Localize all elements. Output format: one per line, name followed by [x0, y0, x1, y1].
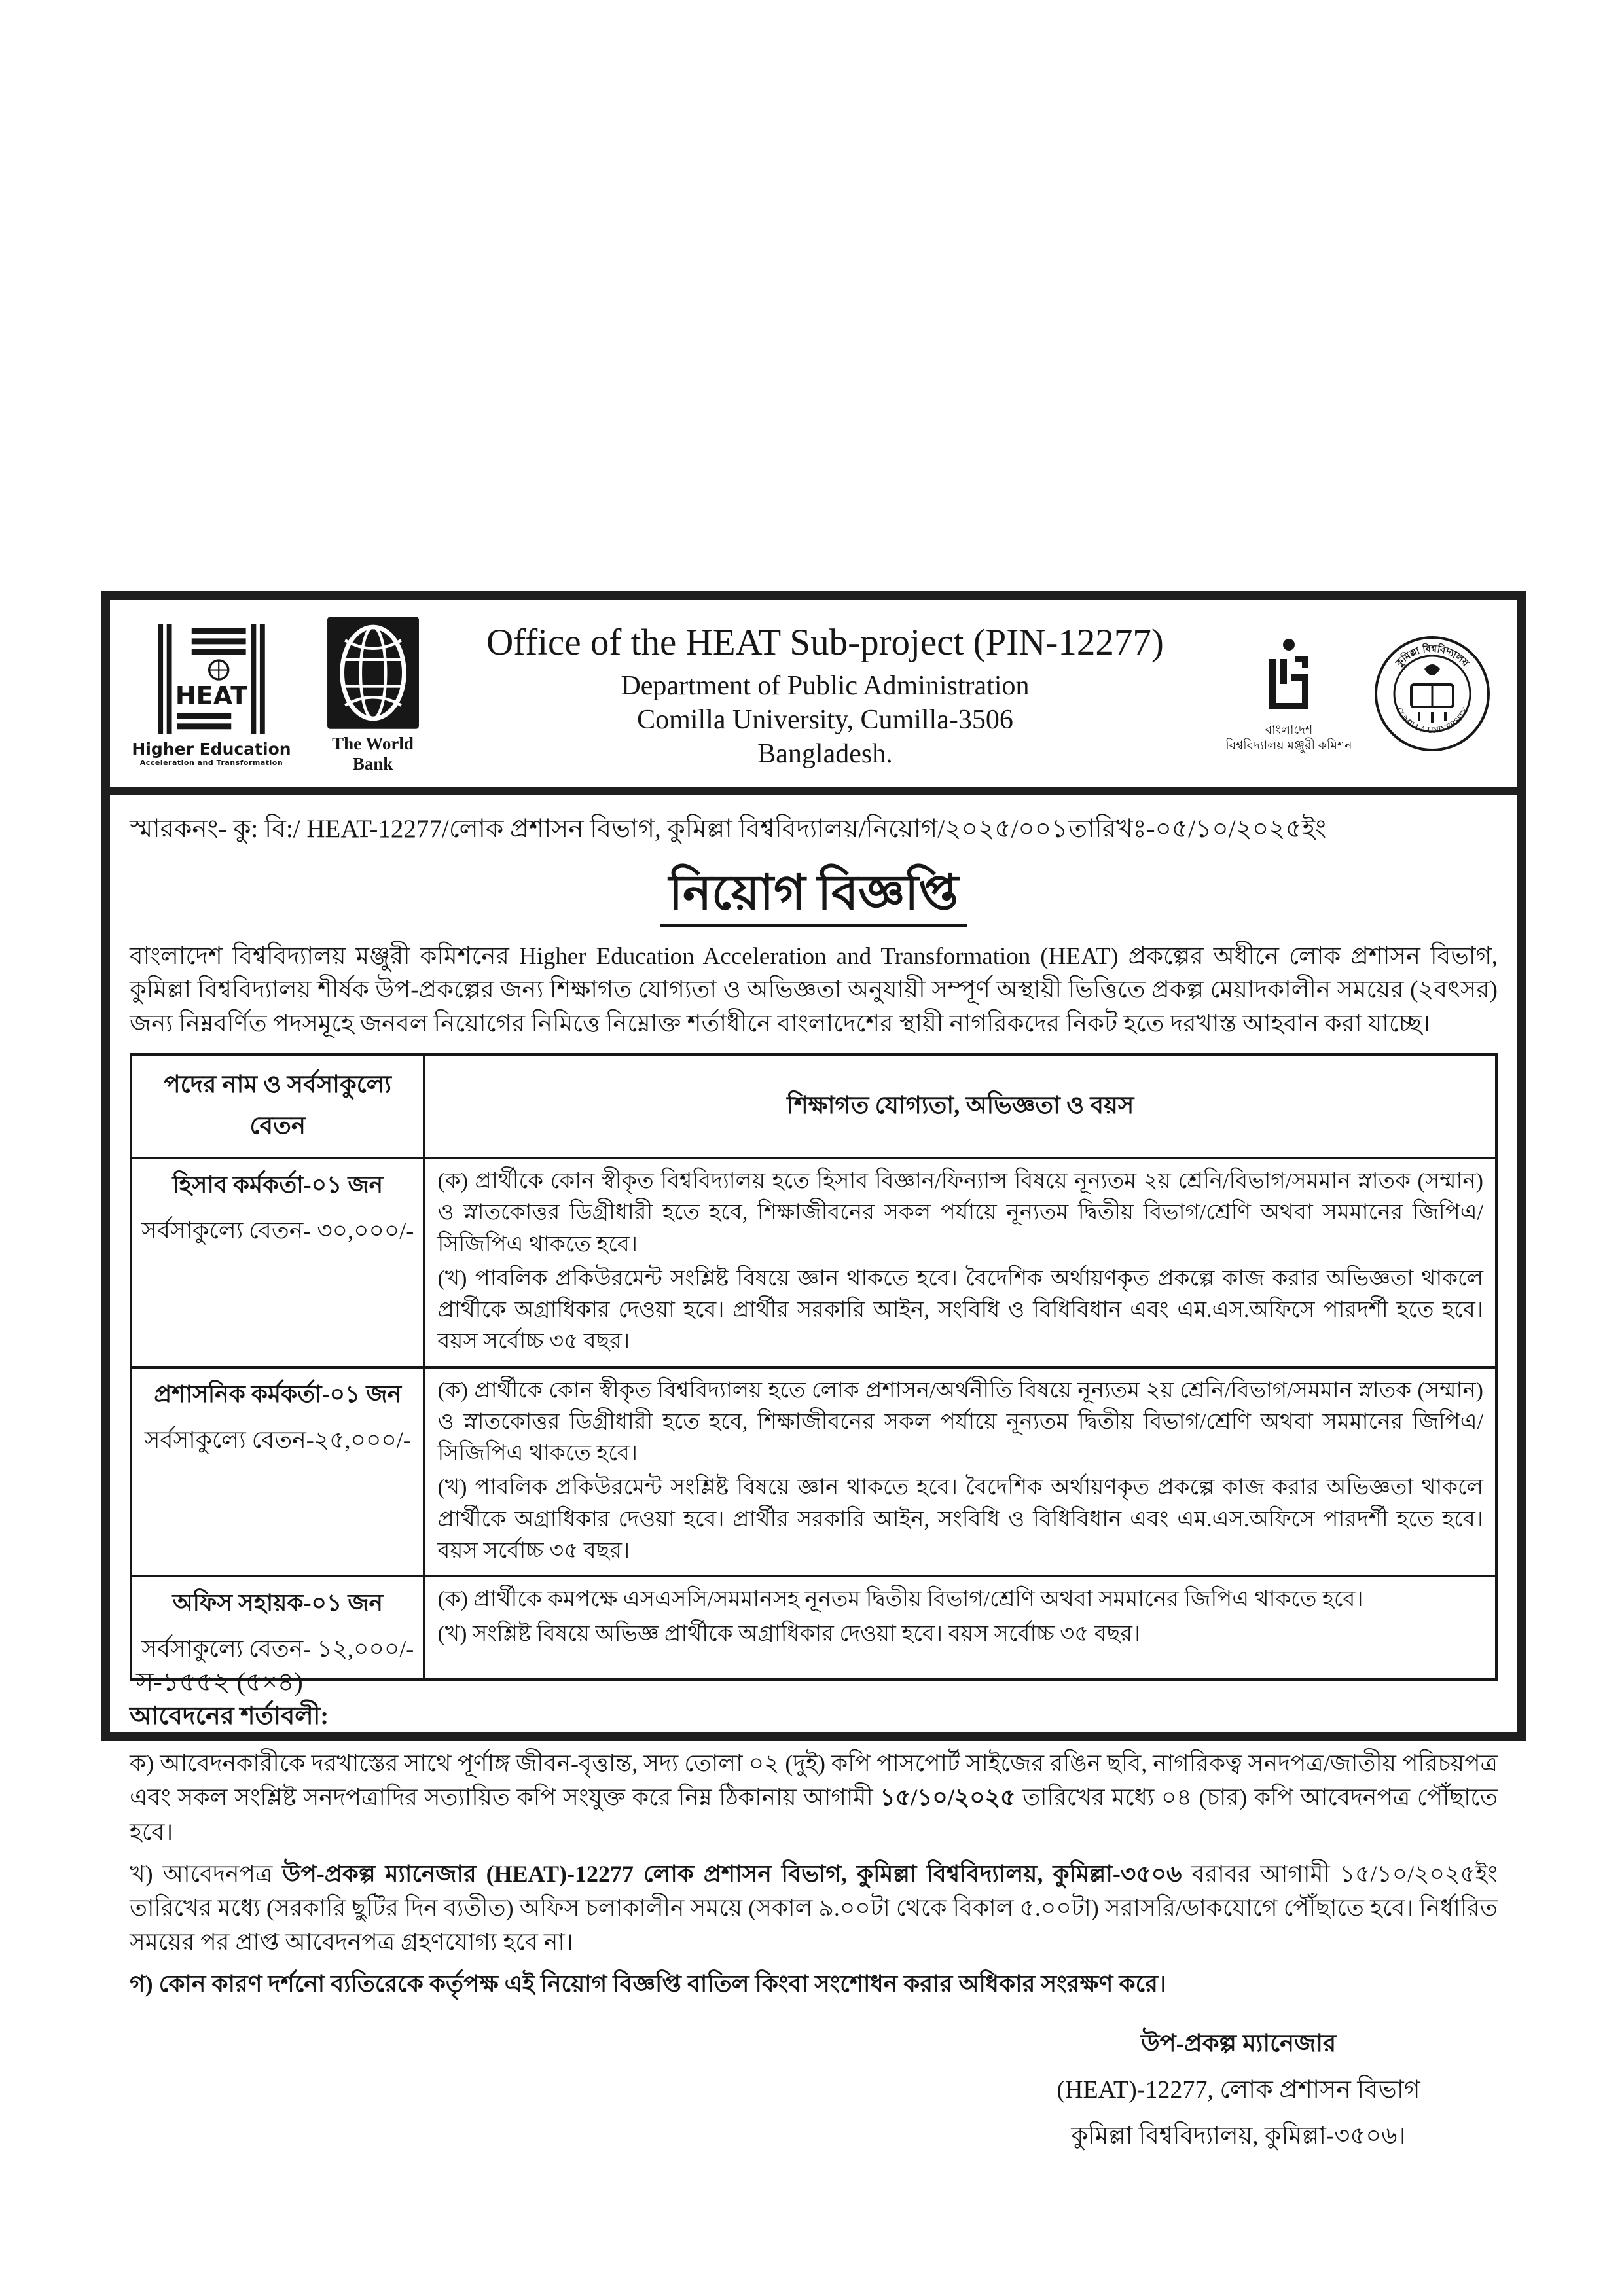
memo-line [130, 809, 1498, 852]
svg-text:HEAT: HEAT [175, 681, 248, 711]
department-line: Department of Public Administration [621, 671, 1030, 701]
ugc-logo [1220, 637, 1358, 754]
university-line: Comilla University, Cumilla-3506 [637, 705, 1013, 735]
country-line: Bangladesh. [757, 739, 893, 769]
table-row [131, 1367, 1496, 1577]
heat-logo [130, 624, 293, 767]
document-header [130, 617, 1498, 774]
requirement-a: (ক) প্রার্থীকে কমপক্ষে এসএসসি/সমমানসহ নূনতম দ্বিতীয় বিভাগ/শ্রেণি অথবা সমমানের জিপিএ থাকতে হবে। [437, 1587, 1363, 1612]
post-salary: সর্বসাকুল্যে বেতন- ১২,০০০/- [141, 1636, 414, 1662]
svg-text:কুমিল্লা বিশ্ববিদ্যালয়: কুমিল্লা বিশ্ববিদ্যালয় [1394, 643, 1471, 669]
print-code: স-১৫৫২ (৫×৪) [136, 1667, 303, 1696]
table-row [131, 1576, 1496, 1679]
notice-document [101, 591, 1526, 2149]
post-salary: সর্বসাকুল্যে বেতন- ৩০,০০০/- [141, 1217, 414, 1244]
post-name: প্রশাসনিক কর্মকর্তা-০১ জন [154, 1380, 402, 1407]
requirement-b: (খ) সংশ্লিষ্ট বিষয়ে অভিজ্ঞ প্রার্থীকে অগ্রাধিকার দেওয়া হবে। বয়স সর্বোচ্চ ৩৫ বছর। [437, 1621, 1141, 1646]
requirement-b: (খ) পাবলিক প্রকিউরমেন্ট সংশ্লিষ্ট বিষয়ে জ্ঞান থাকতে হবে। বৈদেশিক অর্থায়ণকৃত প্রকল্পে কাজ করার অভিজ্ঞতা থাকলে প্রার্থীকে অগ্রাধিকার দেওয়া হবে। প্রার্থীর সরকারি আইন, সংবিধি ও বিধিবিধান এবং এম.এস.অফিসে পারদর্শী হতে হবে। বয়স সর্বোচ্চ ৩৫ বছর। [437, 1266, 1483, 1354]
requirement-b: (খ) পাবলিক প্রকিউরমেন্ট সংশ্লিষ্ট বিষয়ে জ্ঞান থাকতে হবে। বৈদেশিক অর্থায়ণকৃত প্রকল্পে কাজ করার অভিজ্ঞতা থাকলে প্রার্থীকে অগ্রাধিকার দেওয়া হবে। প্রার্থীর সরকারি আইন, সংবিধি ও বিধিবিধান এবং এম.এস.অফিসে পারদর্শী হতে হবে। বয়স সর্বোচ্চ ৩৫ বছর। [437, 1475, 1483, 1563]
table-header-row [131, 1054, 1496, 1158]
heat-logo-subcaption: Acceleration and Transformation [139, 759, 283, 767]
memo-reference: স্মারকনং- কু: বি:/ HEAT-12277/লোক প্রশাসন বিভাগ, কুমিল্লা বিশ্ববিদ্যালয়/নিয়োগ/২০২৫/০০১ [130, 815, 1068, 843]
requirement-a: (ক) প্রার্থীকে কোন স্বীকৃত বিশ্ববিদ্যালয় হতে হিসাব বিজ্ঞান/ফিন্যান্স বিষয়ে নূন্যতম ২য় শ্রেনি/বিভাগ/সমমান স্নাতক (সম্মান) ও স্নাতকোত্তর ডিগ্রীধারী হতে হবে, শিক্ষাজীবনের সকল পর্যায়ে নূন্যতম দ্বিতীয় বিভাগ/শ্রেণি অথবা সমমানের জিপিএ/সিজিপিএ থাকতে হবে। [437, 1169, 1483, 1257]
memo-date: তারিখঃ-০৫/১০/২০২৫ইং [1068, 815, 1326, 843]
heat-logo-icon [156, 624, 266, 734]
header-post-column: পদের নাম ও সর্বসাকুল্যে বেতন [131, 1054, 424, 1158]
table-row [131, 1158, 1496, 1367]
ugc-caption-line1: বাংলাদেশ [1265, 723, 1313, 738]
ugc-caption-line2: বিশ্ববিদ্যালয় মঞ্জুরী কমিশন [1225, 739, 1352, 753]
condition-item: খ) আবেদনপত্র উপ-প্রকল্প ম্যানেজার (HEAT)-12277 লোক প্রশাসন বিভাগ, কুমিল্লা বিশ্ববিদ্যালয়, কুমিল্লা-৩৫০৬ বরাবর আগামী ১৫/১০/২০২৫ইং তারিখের মধ্যে (সরকারি ছুটির দিন ব্যতীত) অফিস চলাকালীন সময়ে (সকাল ৯.০০টা থেকে বিকাল ৫.০০টা) সরাসরি/ডাকযোগে পৌঁছাতে হবে। নির্ধারিত সময়ের পর প্রাপ্ত আবেদনপত্র গ্রহণযোগ্য হবে না। [130, 1860, 1498, 1956]
world-bank-logo [316, 617, 430, 774]
header-title-block [430, 621, 1220, 770]
header-divider [110, 787, 1517, 795]
positions-table [130, 1053, 1498, 1681]
conditions-heading: আবেদনের শর্তাবলী: [130, 1702, 329, 1731]
header-requirements-column: শিক্ষাগত যোগ্যতা, অভিজ্ঞতা ও বয়স [424, 1054, 1496, 1158]
intro-paragraph: বাংলাদেশ বিশ্ববিদ্যালয় মঞ্জুরী কমিশনের Higher Education Acceleration and Transformation (HEAT) প্রকল্পের অধীনে লোক প্রশাসন বিভাগ, কুমিল্লা বিশ্ববিদ্যালয় শীর্ষক উপ-প্রকল্পের জন্য শিক্ষাগত যোগ্যতা ও অভিজ্ঞতা অনুযায়ী সম্পূর্ণ অস্থায়ী ভিত্তিতে প্রকল্প মেয়াদকালীন সময়ের (২বৎসর) জন্য নিম্নবর্ণিত পদসমূহে জনবল নিয়োগের নিমিত্তে নিম্নোক্ত শর্তাধীনে বাংলাদেশের স্থায়ী নাগরিকদের নিকট হতে দরখাস্ত আহবান করা যাচ্ছে। [130, 942, 1498, 1038]
requirement-a: (ক) প্রার্থীকে কোন স্বীকৃত বিশ্ববিদ্যালয় হতে লোক প্রশাসন/অর্থনীতি বিষয়ে নূন্যতম ২য় শ্রেনি/বিভাগ/সমমান স্নাতক (সম্মান) ও স্নাতকোত্তর ডিগ্রীধারী হতে হবে, শিক্ষাজীবনের সকল পর্যায়ে নূন্যতম দ্বিতীয় বিভাগ/শ্রেণি অথবা সমমানের জিপিএ/সিজিপিএ থাকতে হবে। [437, 1378, 1483, 1466]
svg-text:COMILLA UNIVERSITY: COMILLA UNIVERSITY [1394, 706, 1471, 736]
world-bank-caption: The World Bank [332, 734, 414, 774]
signature-block [1003, 2024, 1474, 2157]
comilla-university-seal [1367, 635, 1498, 756]
signatory-title: উপ-প্রকল্প ম্যানেজার [1140, 2030, 1337, 2057]
ugc-logo-icon [1253, 637, 1325, 715]
post-name: অফিস সহায়ক-০১ জন [172, 1590, 384, 1617]
signatory-address: কুমিল্লা বিশ্ববিদ্যালয়, কুমিল্লা-৩৫০৬। [1071, 2122, 1406, 2149]
condition-item: গ) কোন কারণ দর্শনো ব্যতিরেকে কর্তৃপক্ষ এই নিয়োগ বিজ্ঞপ্তি বাতিল কিংবা সংশোধন করার অধিকার সংরক্ষণ করে। [130, 1971, 1166, 1998]
heat-logo-caption: Higher Education [132, 740, 291, 759]
post-salary: সর্বসাকুল্যে বেতন-২৫,০০০/- [144, 1426, 411, 1453]
world-bank-logo-icon [321, 617, 425, 729]
signatory-org: (HEAT)-12277, লোক প্রশাসন বিভাগ [1056, 2075, 1420, 2104]
notice-title: নিয়োগ বিজ্ঞপ্তি [660, 869, 967, 927]
condition-item: ক) আবেদনকারীকে দরখাস্তের সাথে পূর্ণাঙ্গ জীবন-বৃত্তান্ত, সদ্য তোলা ০২ (দুই) কপি পাসপোর্ট সাইজের রঙিন ছবি, নাগরিকত্ব সনদপত্র/জাতীয় পরিচয়পত্র এবং সকল সংশ্লিষ্ট সনদপত্রাদির সত্যায়িত কপি সংযুক্ত করে নিম্ন ঠিকানায় আগামী ১৫/১০/২০২৫ তারিখের মধ্যে ০৪ (চার) কপি আবেদনপত্র পৌঁছাতে হবে। [130, 1750, 1498, 1845]
post-name: হিসাব কর্মকর্তা-০১ জন [172, 1172, 384, 1198]
comilla-university-seal-icon [1373, 635, 1491, 753]
office-title: Office of the HEAT Sub-project (PIN-12277) [486, 622, 1164, 663]
